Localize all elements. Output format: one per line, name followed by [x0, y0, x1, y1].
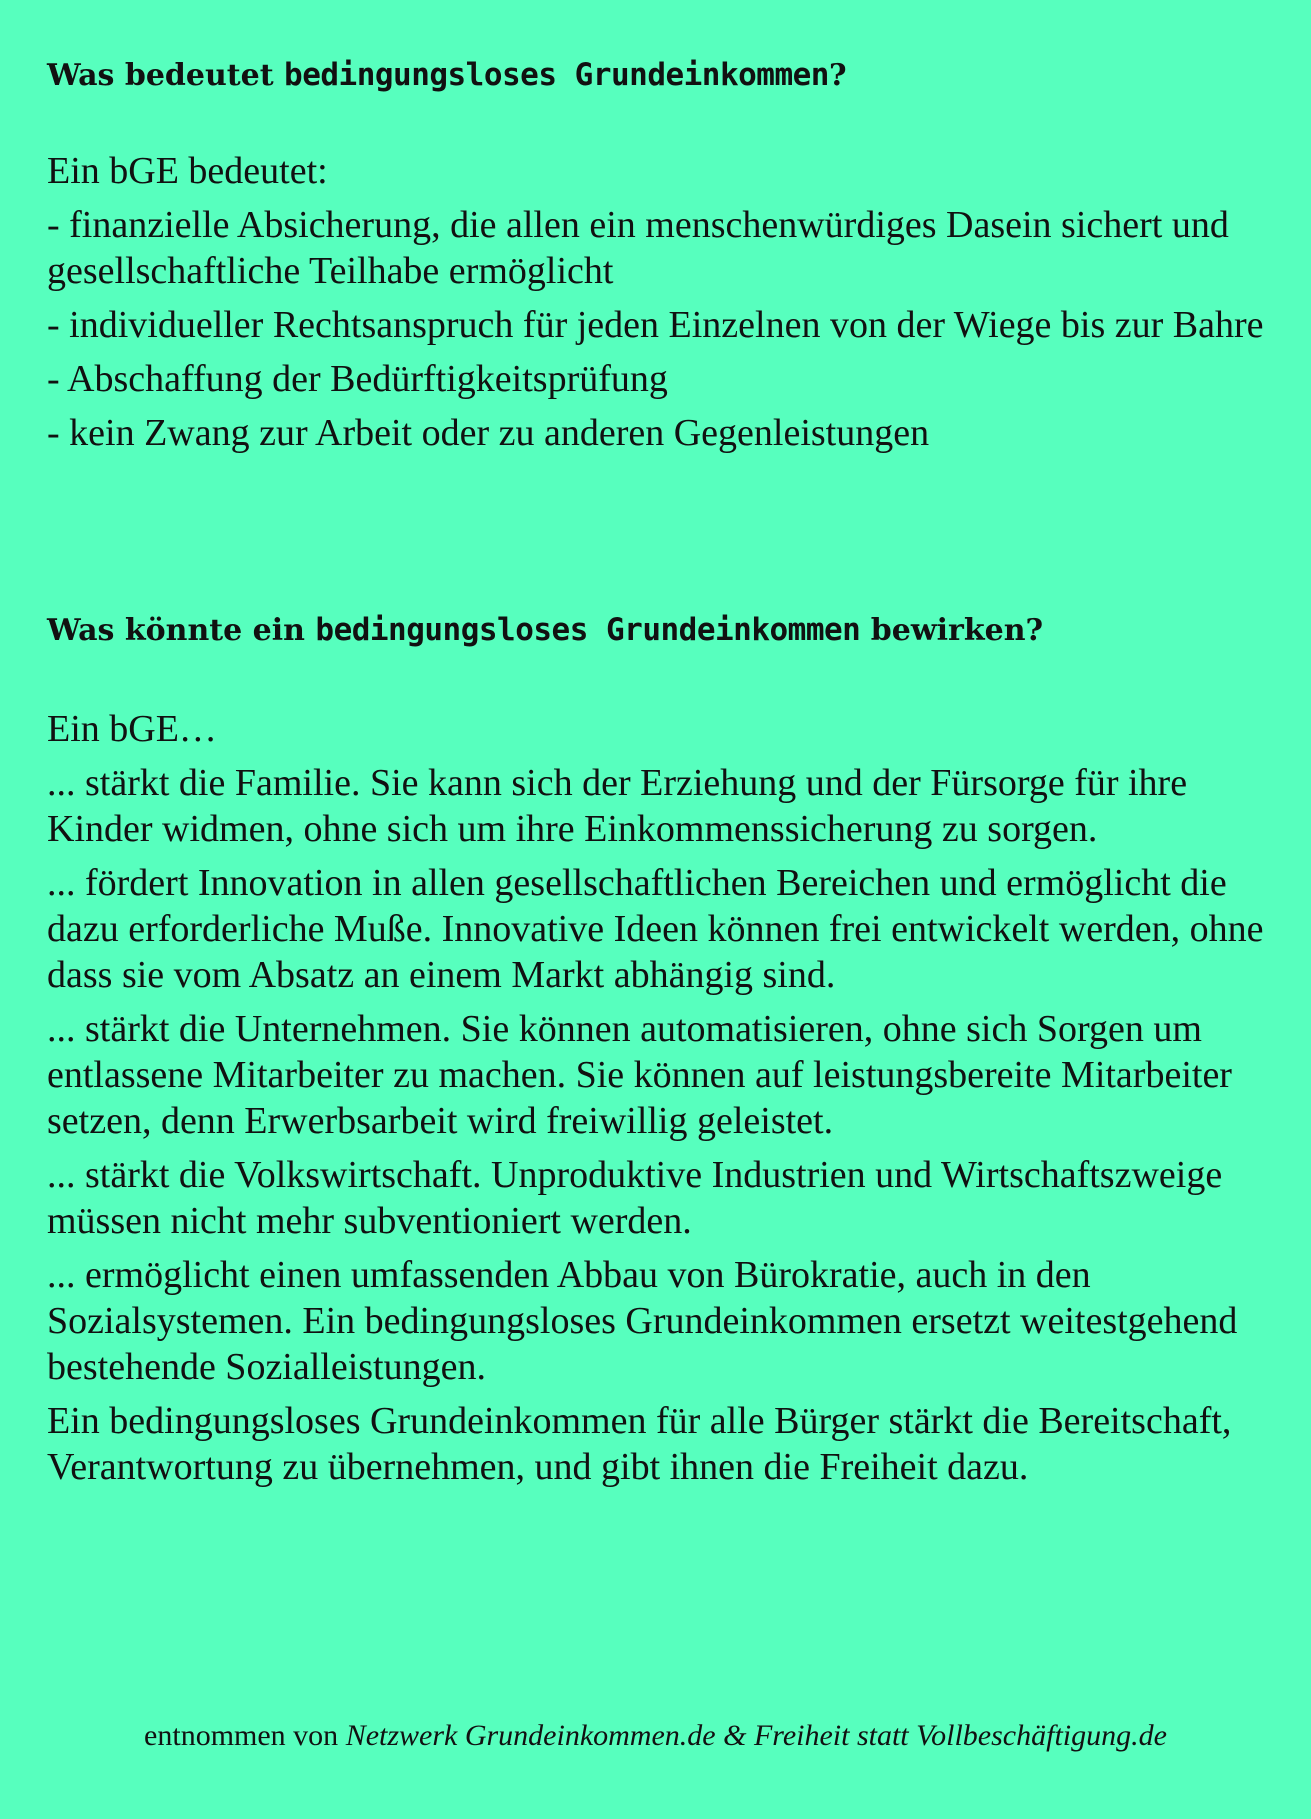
footer-prefix: entnommen von [144, 1719, 346, 1752]
heading-highlight: bedingungsloses Grundeinkommen [284, 57, 829, 93]
section-effects [47, 706, 1287, 1498]
intro-text: Ein bGE bedeutet: [47, 150, 328, 192]
list-item: ... stärkt die Familie. Sie kann sich der Erziehung und der Fürsorge für ihre Kinder widmen, ohne sich um ihre Einkommenssicherung zu sorgen. [47, 762, 1188, 850]
heading-what-effects [47, 610, 1043, 651]
list-item: ... stärkt die Unternehmen. Sie können automatisieren, ohne sich Sorgen um entlassene Mitarbeiter zu machen. Sie können auf leistungsbereite Mitarbeiter setzen, denn Erwerbsarbeit wird freiwillig geleistet. [47, 1008, 1232, 1142]
heading-what-means [47, 55, 847, 96]
source-footer [0, 1716, 1311, 1756]
heading-text: ? [828, 58, 847, 93]
list-item: Ein bedingungsloses Grundeinkommen für alle Bürger stärkt die Bereitschaft, Verantwortung zu übernehmen, und gibt ihnen die Freiheit dazu. [47, 1400, 1232, 1488]
intro-text: Ein bGE… [47, 708, 217, 750]
footer-source: Netzwerk Grundeinkommen.de & Freiheit statt Vollbeschäftigung.de [345, 1719, 1167, 1752]
heading-text: bewirken? [860, 613, 1044, 648]
heading-text: Was könnte ein [47, 613, 316, 648]
list-item: ... ermöglicht einen umfassenden Abbau von Bürokratie, auch in den Sozialsystemen. Ein bedingungsloses Grundeinkommen ersetzt weitestgehend bestehende Sozialleistungen. [47, 1254, 1238, 1388]
list-item: - kein Zwang zur Arbeit oder zu anderen Gegenleistungen [47, 412, 930, 454]
section-meaning [47, 148, 1277, 464]
heading-text: Was bedeutet [47, 58, 285, 93]
list-item: - individueller Rechtsanspruch für jeden Einzelnen von der Wiege bis zur Bahre [47, 304, 1264, 346]
list-item: - Abschaffung der Bedürftigkeitsprüfung [47, 358, 668, 400]
list-item: ... stärkt die Volkswirtschaft. Unproduktive Industrien und Wirtschaftszweige müssen nicht mehr subventioniert werden. [47, 1154, 1223, 1242]
heading-highlight: bedingungsloses Grundeinkommen [315, 612, 861, 648]
list-item: ... fördert Innovation in allen gesellschaftlichen Bereichen und ermöglicht die dazu erforderliche Muße. Innovative Ideen können frei entwickelt werden, ohne dass sie vom Absatz an einem Markt abhängig sind. [47, 862, 1264, 996]
list-item: - finanzielle Absicherung, die allen ein menschenwürdiges Dasein sichert und gesellschaftliche Teilhabe ermöglicht [47, 204, 1229, 292]
